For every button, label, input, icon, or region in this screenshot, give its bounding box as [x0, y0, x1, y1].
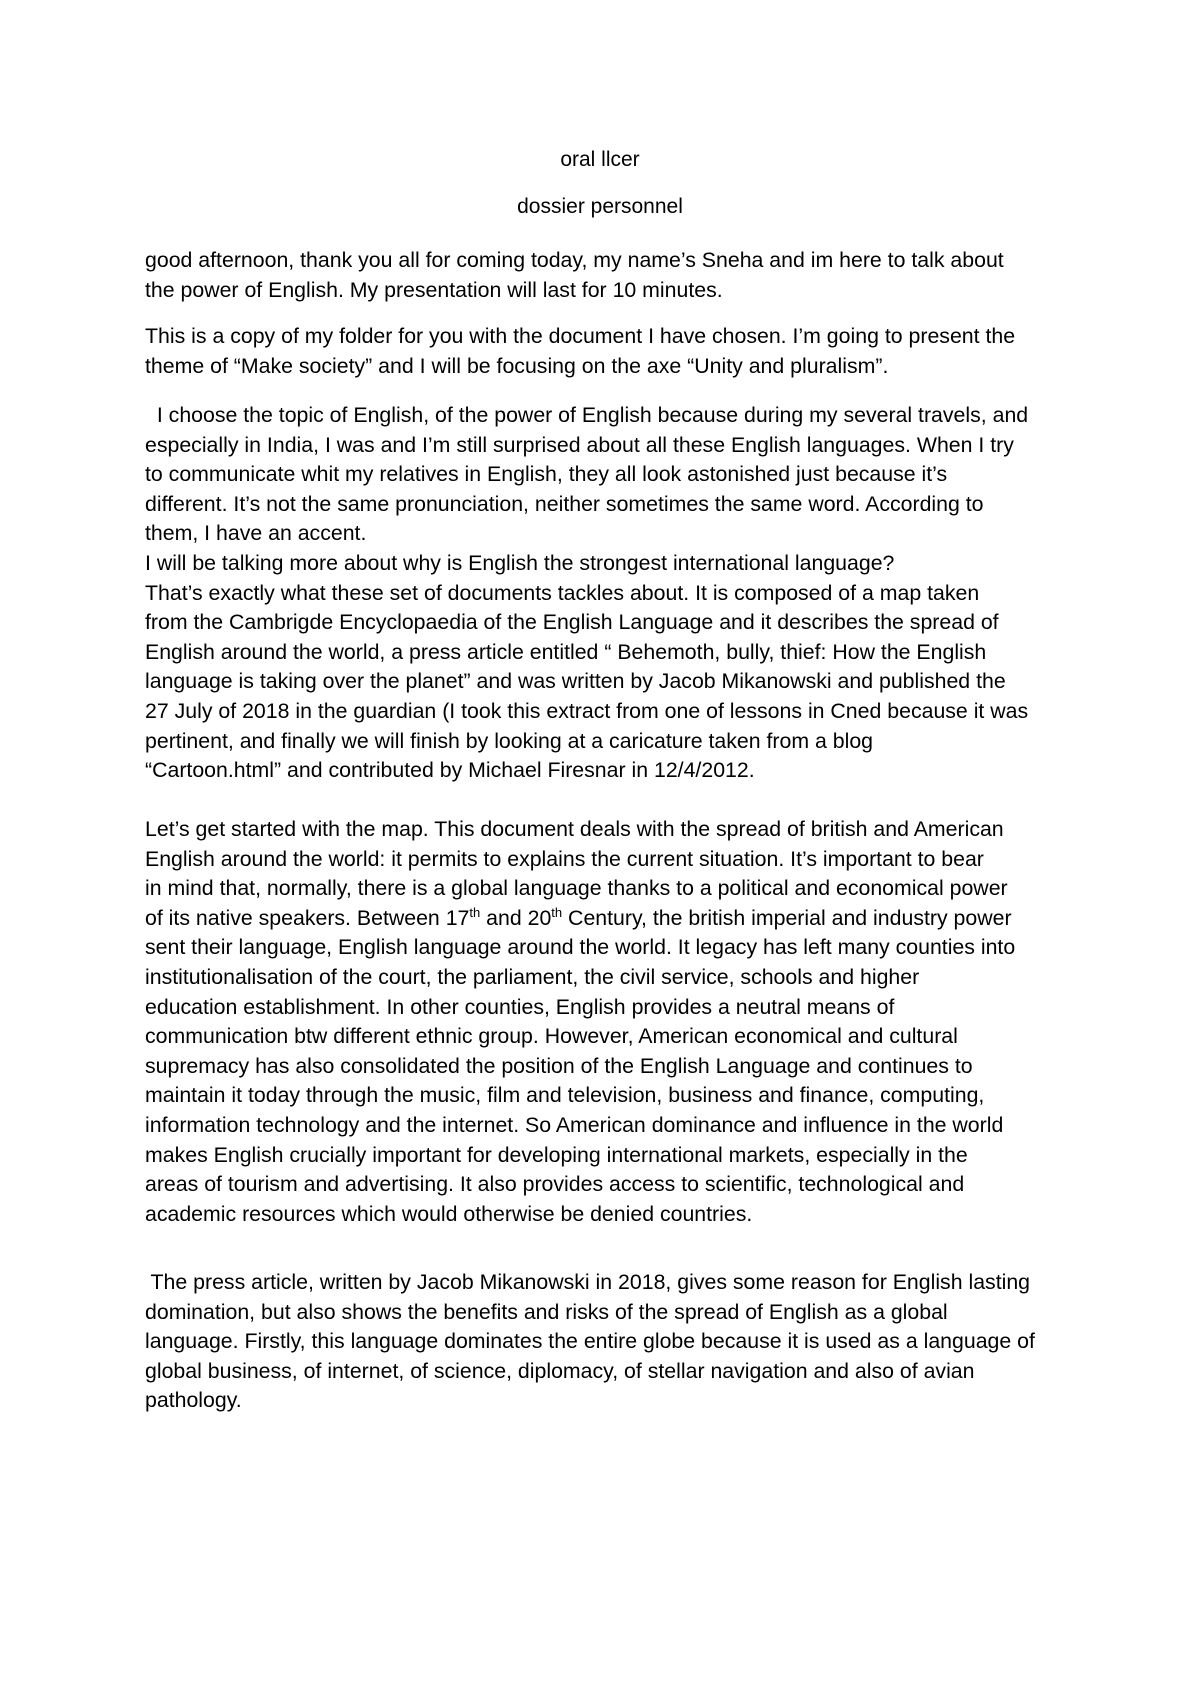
text-line: maintain it today through the music, film and television, business and finance, computing,	[145, 1083, 985, 1108]
text-line: them, I have an accent.	[145, 521, 367, 546]
text-line: institutionalisation of the court, the parliament, the civil service, schools and higher	[145, 964, 920, 989]
text-line: academic resources which would otherwise be denied countries.	[145, 1201, 753, 1226]
superscript: th	[551, 904, 563, 920]
text-line	[145, 904, 1065, 934]
text-segment: of its native speakers.	[145, 905, 351, 930]
text-line: global business, of internet, of science, diplomacy, of stellar navigation and also of avian	[145, 1358, 975, 1383]
text-line: Let’s get started with the map. This document deals with the spread of british and American	[145, 817, 1004, 841]
text-line: language is taking over the planet” and was written by Jacob Mikanowski and published the	[145, 669, 1006, 694]
text-line: I will be talking more about why is English the strongest international language?	[145, 550, 895, 575]
text-line: language. Firstly, this language dominates the entire globe because it is used as a language of	[145, 1329, 1035, 1354]
paragraph-map-analysis	[145, 815, 1065, 1229]
text-segment: Century, the british imperial and industry power	[562, 905, 1012, 930]
text-line: to communicate whit my relatives in English, they all look astonished just because it’s	[145, 462, 948, 487]
paragraph-introduction	[145, 246, 1065, 305]
text-line: “Cartoon.html” and contributed by Michael Firesnar in 12/4/2012.	[145, 758, 755, 783]
text-segment: Between 17	[350, 905, 470, 930]
text-line: information technology and the internet. So American dominance and influence in the world	[145, 1112, 1004, 1137]
text-line: theme of “Make society” and I will be focusing on the axe “Unity and pluralism”.	[145, 353, 889, 378]
text-line: especially in India, I was and I’m still surprised about all these English languages. When I try	[145, 432, 1014, 457]
text-line: 27 July of 2018 in the guardian (I took this extract from one of lessons in Cned because it was	[145, 698, 1029, 723]
text-line: the power of English. My presentation will last for 10 minutes.	[145, 277, 723, 302]
text-line: different. It’s not the same pronunciation, neither sometimes the same word. According to	[145, 491, 984, 516]
text-line: This is a copy of my folder for you with the document I have chosen. I’m going to present the	[145, 324, 1016, 348]
superscript: th	[469, 904, 481, 920]
document-subtitle: dossier personnel	[517, 195, 683, 218]
paragraph-press-article	[145, 1268, 1065, 1416]
paragraph-theme	[145, 322, 1065, 381]
text-line: in mind that, normally, there is a global language thanks to a political and economical power	[145, 876, 1008, 901]
text-line: pertinent, and finally we will finish by looking at a caricature taken from a blog	[145, 728, 874, 753]
paragraph-topic-choice	[145, 401, 1065, 786]
text-line: areas of tourism and advertising. It also provides access to scientific, technological and	[145, 1172, 965, 1197]
text-line: English around the world, a press article entitled “ Behemoth, bully, thief: How the English	[145, 639, 987, 664]
text-line: communication btw different ethnic group. However, American economical and cultural	[145, 1024, 958, 1049]
text-segment: and 20	[480, 905, 552, 930]
text-line: good afternoon, thank you all for coming today, my name’s Sneha and im here to talk about	[145, 248, 1004, 272]
text-line: That’s exactly what these set of documents tackles about. It is composed of a map taken	[145, 580, 980, 605]
text-line: domination, but also shows the benefits and risks of the spread of English as a global	[145, 1299, 948, 1324]
text-line: I choose the topic of English, of the power of English because during my several travels, and	[145, 403, 1029, 427]
text-line: sent their language, English language around the world. It legacy has left many counties into	[145, 935, 1016, 960]
text-line: pathology.	[145, 1388, 242, 1413]
text-line: English around the world: it permits to explains the current situation. It’s important to bear	[145, 846, 984, 871]
text-line: education establishment. In other counties, English provides a neutral means of	[145, 994, 895, 1019]
text-line: supremacy has also consolidated the position of the English Language and continues to	[145, 1053, 973, 1078]
text-line: from the Cambrigde Encyclopaedia of the English Language and it describes the spread of	[145, 610, 999, 635]
text-line: The press article, written by Jacob Mikanowski in 2018, gives some reason for English lasting	[145, 1270, 1031, 1294]
document-title: oral llcer	[560, 148, 640, 171]
text-line: makes English crucially important for developing international markets, especially in the	[145, 1142, 968, 1167]
